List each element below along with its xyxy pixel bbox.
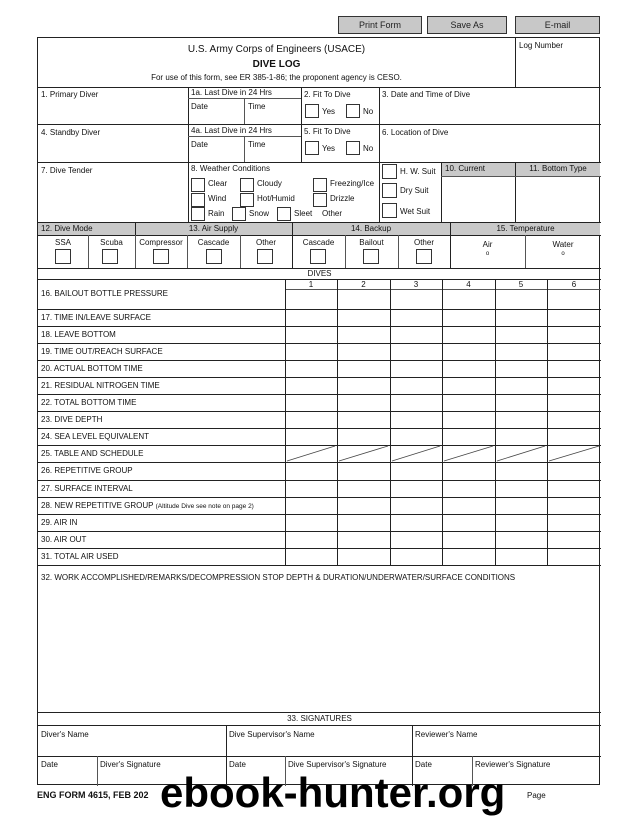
last-dive-4a-date[interactable]: Date bbox=[191, 140, 208, 149]
air-supply-label: 13. Air Supply bbox=[188, 224, 239, 233]
dive-number-1: 1 bbox=[308, 280, 314, 289]
backup-bailout-checkbox[interactable] bbox=[363, 249, 379, 264]
dive-cell[interactable] bbox=[442, 531, 495, 548]
weather-wind-checkbox[interactable] bbox=[191, 193, 205, 207]
dive-cell[interactable] bbox=[285, 309, 337, 326]
weather-cloudy-label: Cloudy bbox=[257, 179, 282, 188]
dive-cell[interactable] bbox=[547, 343, 601, 360]
dive-cell[interactable] bbox=[547, 411, 601, 428]
dive-cell[interactable] bbox=[442, 514, 495, 531]
backup-bailout-label: Bailout bbox=[359, 238, 384, 247]
dive-cell[interactable] bbox=[285, 326, 337, 343]
dive-cell[interactable] bbox=[390, 480, 442, 497]
dive-cell[interactable] bbox=[285, 462, 337, 480]
reviewer-date-field[interactable]: Date bbox=[415, 760, 432, 769]
dive-cell[interactable] bbox=[390, 462, 442, 480]
dive-cell[interactable] bbox=[390, 289, 442, 309]
dive-cell[interactable] bbox=[285, 289, 337, 309]
weather-wind-label: Wind bbox=[208, 194, 227, 203]
dry-suit-label: Dry Suit bbox=[400, 186, 429, 195]
dive-cell[interactable] bbox=[495, 326, 547, 343]
signatures-header: 33. SIGNATURES bbox=[287, 714, 352, 723]
diver-date-field[interactable]: Date bbox=[41, 760, 58, 769]
dive-cell[interactable] bbox=[495, 428, 547, 445]
dive-row-label: 18. LEAVE BOTTOM bbox=[41, 330, 116, 339]
dive-row-label: 21. RESIDUAL NITROGEN TIME bbox=[41, 381, 160, 390]
dive-cell[interactable] bbox=[547, 289, 601, 309]
dive-cell[interactable] bbox=[547, 394, 601, 411]
dive-cell[interactable] bbox=[495, 480, 547, 497]
dive-cell[interactable] bbox=[547, 360, 601, 377]
dive-cell[interactable] bbox=[337, 343, 390, 360]
air-cascade-label: Cascade bbox=[197, 238, 230, 247]
print-form-button[interactable]: Print Form bbox=[338, 16, 422, 34]
mode-scuba-label: Scuba bbox=[100, 238, 123, 247]
agency-name: U.S. Army Corps of Engineers (USACE) bbox=[187, 44, 366, 55]
supervisor-name-field[interactable]: Dive Supervisor's Name bbox=[229, 730, 315, 739]
log-number-field[interactable]: Log Number bbox=[519, 41, 564, 50]
dive-cell[interactable] bbox=[547, 480, 601, 497]
location-field[interactable]: 6. Location of Dive bbox=[382, 128, 449, 137]
dive-mode-label: 12. Dive Mode bbox=[41, 224, 93, 233]
weather-drizzle-checkbox[interactable] bbox=[313, 193, 327, 207]
dive-number-3: 3 bbox=[413, 280, 419, 289]
dive-log-form bbox=[37, 37, 600, 785]
hw-suit-label: H. W. Suit bbox=[400, 167, 436, 176]
dive-cell[interactable] bbox=[390, 377, 442, 394]
fit-to-dive-5-yes-checkbox[interactable] bbox=[305, 141, 319, 155]
fit-to-dive-2-yes-checkbox[interactable] bbox=[305, 104, 319, 118]
dive-cell[interactable] bbox=[285, 531, 337, 548]
dive-cell[interactable] bbox=[442, 445, 495, 462]
slash-icon bbox=[390, 445, 442, 462]
dive-row-label: 26. REPETITIVE GROUP bbox=[41, 466, 133, 475]
air-temp-field[interactable]: o bbox=[485, 251, 490, 257]
date-time-dive-field[interactable]: 3. Date and Time of Dive bbox=[382, 90, 471, 99]
mode-ssa-checkbox[interactable] bbox=[55, 249, 71, 264]
weather-clear-checkbox[interactable] bbox=[191, 178, 205, 192]
dive-row-label: 24. SEA LEVEL EQUIVALENT bbox=[41, 432, 150, 441]
dive-cell[interactable] bbox=[442, 377, 495, 394]
last-dive-4a-time[interactable]: Time bbox=[248, 140, 266, 149]
dive-cell[interactable] bbox=[390, 309, 442, 326]
air-compressor-checkbox[interactable] bbox=[153, 249, 169, 264]
mode-ssa-label: SSA bbox=[54, 238, 71, 247]
dive-row-label: 25. TABLE AND SCHEDULE bbox=[41, 449, 144, 458]
yes-label: Yes bbox=[322, 144, 336, 153]
dive-cell[interactable] bbox=[547, 428, 601, 445]
dive-number-4: 4 bbox=[466, 280, 471, 289]
weather-snow-checkbox[interactable] bbox=[232, 207, 246, 221]
dive-cell[interactable] bbox=[337, 514, 390, 531]
dive-number-6: 6 bbox=[571, 280, 577, 289]
dive-cell[interactable] bbox=[495, 531, 547, 548]
dive-cell[interactable] bbox=[337, 411, 390, 428]
dive-cell[interactable] bbox=[442, 289, 495, 309]
dive-row-label: 30. AIR OUT bbox=[41, 535, 87, 544]
dive-cell[interactable] bbox=[547, 309, 601, 326]
dive-cell[interactable] bbox=[442, 360, 495, 377]
weather-label: 8. Weather Conditions bbox=[191, 164, 271, 173]
dive-cell[interactable] bbox=[337, 394, 390, 411]
backup-other-checkbox[interactable] bbox=[416, 249, 432, 264]
dive-row-label bbox=[41, 501, 254, 512]
dive-cell[interactable] bbox=[547, 531, 601, 548]
dive-cell[interactable] bbox=[390, 326, 442, 343]
dive-cell[interactable] bbox=[442, 411, 495, 428]
dive-cell[interactable] bbox=[285, 360, 337, 377]
dive-row-label: 20. ACTUAL BOTTOM TIME bbox=[41, 364, 143, 373]
dive-cell[interactable] bbox=[442, 394, 495, 411]
dive-cell[interactable] bbox=[547, 497, 601, 514]
wet-suit-label: Wet Suit bbox=[400, 207, 431, 216]
bottom-type-label: 11. Bottom Type bbox=[529, 164, 587, 173]
dive-cell[interactable] bbox=[495, 445, 547, 462]
fit-to-dive-2-label: 2. Fit To Dive bbox=[304, 90, 351, 99]
backup-cascade-label: Cascade bbox=[302, 238, 335, 247]
dive-cell[interactable] bbox=[495, 343, 547, 360]
dive-cell[interactable] bbox=[285, 343, 337, 360]
dive-cell[interactable] bbox=[547, 514, 601, 531]
reviewer-signature-field[interactable]: Reviewer's Signature bbox=[475, 760, 551, 769]
dive-cell[interactable] bbox=[495, 360, 547, 377]
dive-row-label: 27. SURFACE INTERVAL bbox=[41, 484, 133, 493]
reviewer-name-field[interactable]: Reviewer's Name bbox=[415, 730, 478, 739]
slash-icon bbox=[337, 445, 390, 462]
dive-cell[interactable] bbox=[337, 377, 390, 394]
weather-hot-humid-checkbox[interactable] bbox=[240, 193, 254, 207]
dive-cell[interactable] bbox=[495, 497, 547, 514]
weather-drizzle-label: Drizzle bbox=[330, 194, 355, 203]
current-label: 10. Current bbox=[445, 164, 486, 173]
dive-cell[interactable] bbox=[390, 411, 442, 428]
temperature-label: 15. Temperature bbox=[496, 224, 555, 233]
dive-cell[interactable] bbox=[285, 548, 337, 565]
supervisor-signature-field[interactable]: Dive Supervisor's Signature bbox=[288, 760, 387, 769]
dry-suit-checkbox[interactable] bbox=[382, 183, 397, 198]
dive-cell[interactable] bbox=[547, 377, 601, 394]
diver-signature-field[interactable]: Diver's Signature bbox=[100, 760, 161, 769]
backup-other-label: Other bbox=[413, 238, 434, 247]
air-cascade-checkbox[interactable] bbox=[206, 249, 222, 264]
dive-cell[interactable] bbox=[390, 531, 442, 548]
air-other-label: Other bbox=[255, 238, 276, 247]
dive-cell[interactable] bbox=[495, 289, 547, 309]
weather-cloudy-checkbox[interactable] bbox=[240, 178, 254, 192]
weather-other-label: Other bbox=[322, 209, 343, 218]
form-title: DIVE LOG bbox=[252, 59, 301, 70]
dive-cell[interactable] bbox=[285, 497, 337, 514]
yes-label: Yes bbox=[322, 107, 336, 116]
dive-cell[interactable] bbox=[337, 480, 390, 497]
last-dive-1a-label: 1a. Last Dive in 24 Hrs bbox=[191, 88, 272, 97]
dive-cell[interactable] bbox=[337, 309, 390, 326]
dive-cell[interactable] bbox=[337, 326, 390, 343]
dive-row-label-text: 28. NEW REPETITIVE GROUP bbox=[41, 501, 154, 510]
weather-freezing-label: Freezing/Ice bbox=[330, 179, 375, 188]
dive-cell[interactable] bbox=[337, 428, 390, 445]
dive-cell[interactable] bbox=[285, 394, 337, 411]
weather-clear-label: Clear bbox=[208, 179, 228, 188]
weather-sleet-checkbox[interactable] bbox=[277, 207, 291, 221]
no-label: No bbox=[363, 107, 374, 116]
dive-cell[interactable] bbox=[390, 548, 442, 565]
slash-icon bbox=[285, 445, 337, 462]
dive-cell[interactable] bbox=[547, 445, 601, 462]
dive-number-5: 5 bbox=[518, 280, 524, 289]
dive-cell[interactable] bbox=[495, 514, 547, 531]
slash-icon bbox=[442, 445, 495, 462]
dive-cell[interactable] bbox=[495, 462, 547, 480]
dive-row-label: 23. DIVE DEPTH bbox=[41, 415, 103, 424]
dive-row-label: 22. TOTAL BOTTOM TIME bbox=[41, 398, 137, 407]
form-instructions: For use of this form, see ER 385-1-86; the proponent agency is CESO. bbox=[151, 73, 402, 82]
dive-cell[interactable] bbox=[547, 462, 601, 480]
no-label: No bbox=[363, 144, 374, 153]
dive-cell[interactable] bbox=[442, 428, 495, 445]
watermark-text: ebook-hunter.org bbox=[160, 769, 506, 816]
dive-row-label: 29. AIR IN bbox=[41, 518, 78, 527]
dive-cell[interactable] bbox=[390, 343, 442, 360]
dive-cell[interactable] bbox=[285, 445, 337, 462]
fit-to-dive-5-label: 5. Fit To Dive bbox=[304, 127, 351, 136]
page-number: Page bbox=[527, 791, 546, 800]
water-temp-label: Water bbox=[552, 240, 574, 249]
standby-diver-field[interactable]: 4. Standby Diver bbox=[41, 128, 101, 137]
dive-row-label: 17. TIME IN/LEAVE SURFACE bbox=[41, 313, 151, 322]
wet-suit-checkbox[interactable] bbox=[382, 203, 397, 218]
hw-suit-checkbox[interactable] bbox=[382, 164, 397, 179]
slash-icon bbox=[547, 445, 601, 462]
dive-cell[interactable] bbox=[390, 360, 442, 377]
dive-cell[interactable] bbox=[495, 377, 547, 394]
dive-cell[interactable] bbox=[285, 480, 337, 497]
dive-cell[interactable] bbox=[547, 548, 601, 565]
dive-cell[interactable] bbox=[442, 343, 495, 360]
dive-cell[interactable] bbox=[442, 326, 495, 343]
air-temp-label: Air bbox=[482, 240, 493, 249]
dive-row-label: 16. BAILOUT BOTTLE PRESSURE bbox=[41, 289, 169, 298]
altitude-note: (Altitude Dive see note on page 2) bbox=[155, 503, 254, 510]
supervisor-date-field[interactable]: Date bbox=[229, 760, 246, 769]
dive-cell[interactable] bbox=[390, 394, 442, 411]
weather-hot-humid-label: Hot/Humid bbox=[257, 194, 295, 203]
air-other-checkbox[interactable] bbox=[257, 249, 273, 264]
dive-cell[interactable] bbox=[442, 462, 495, 480]
dives-header: DIVES bbox=[307, 269, 332, 278]
dive-row-label: 19. TIME OUT/REACH SURFACE bbox=[41, 347, 163, 356]
dive-cell[interactable] bbox=[337, 289, 390, 309]
dive-number-2: 2 bbox=[361, 280, 366, 289]
divers-name-field[interactable]: Diver's Name bbox=[41, 730, 89, 739]
dive-tender-field[interactable]: 7. Dive Tender bbox=[41, 166, 93, 175]
dive-cell[interactable] bbox=[495, 548, 547, 565]
dive-cell[interactable] bbox=[442, 480, 495, 497]
fit-to-dive-2-no-checkbox[interactable] bbox=[346, 104, 360, 118]
mode-scuba-checkbox[interactable] bbox=[102, 249, 118, 264]
backup-cascade-checkbox[interactable] bbox=[310, 249, 326, 264]
dive-cell[interactable] bbox=[495, 309, 547, 326]
dive-cell[interactable] bbox=[495, 411, 547, 428]
weather-rain-label: Rain bbox=[208, 209, 225, 218]
last-dive-1a-date[interactable]: Date bbox=[191, 102, 208, 111]
last-dive-4a-label: 4a. Last Dive in 24 Hrs bbox=[191, 126, 272, 135]
air-compressor-label: Compressor bbox=[139, 238, 183, 247]
dive-cell[interactable] bbox=[337, 531, 390, 548]
slash-icon bbox=[495, 445, 547, 462]
dive-row-label: 31. TOTAL AIR USED bbox=[41, 552, 119, 561]
last-dive-1a-time[interactable]: Time bbox=[248, 102, 266, 111]
dive-cell[interactable] bbox=[442, 309, 495, 326]
dive-cell[interactable] bbox=[442, 548, 495, 565]
dive-cell[interactable] bbox=[495, 394, 547, 411]
email-button[interactable]: E-mail bbox=[515, 16, 600, 34]
dive-cell[interactable] bbox=[337, 548, 390, 565]
weather-rain-checkbox[interactable] bbox=[191, 207, 205, 221]
weather-sleet-label: Sleet bbox=[294, 209, 313, 218]
remarks-field[interactable]: 32. WORK ACCOMPLISHED/REMARKS/DECOMPRESSION STOP DEPTH & DURATION/UNDERWATER/SURFACE CONDITIONS bbox=[41, 573, 516, 582]
dive-cell[interactable] bbox=[442, 497, 495, 514]
dive-cell[interactable] bbox=[285, 428, 337, 445]
water-temp-field[interactable]: o bbox=[561, 251, 565, 257]
weather-freezing-checkbox[interactable] bbox=[313, 178, 327, 192]
dive-cell[interactable] bbox=[285, 411, 337, 428]
dive-cell[interactable] bbox=[337, 497, 390, 514]
dive-cell[interactable] bbox=[337, 462, 390, 480]
dive-cell[interactable] bbox=[390, 514, 442, 531]
form-id: ENG FORM 4615, FEB 202 bbox=[37, 790, 149, 800]
weather-snow-label: Snow bbox=[249, 209, 270, 218]
dive-cell[interactable] bbox=[337, 360, 390, 377]
dive-cell[interactable] bbox=[547, 326, 601, 343]
dive-cell[interactable] bbox=[390, 428, 442, 445]
fit-to-dive-5-no-checkbox[interactable] bbox=[346, 141, 360, 155]
save-as-button[interactable]: Save As bbox=[427, 16, 507, 34]
dive-cell[interactable] bbox=[390, 497, 442, 514]
backup-label: 14. Backup bbox=[350, 224, 392, 233]
dive-cell[interactable] bbox=[337, 445, 390, 462]
primary-diver-field[interactable]: 1. Primary Diver bbox=[41, 90, 99, 99]
dive-cell[interactable] bbox=[285, 377, 337, 394]
dive-cell[interactable] bbox=[390, 445, 442, 462]
dive-cell[interactable] bbox=[285, 514, 337, 531]
